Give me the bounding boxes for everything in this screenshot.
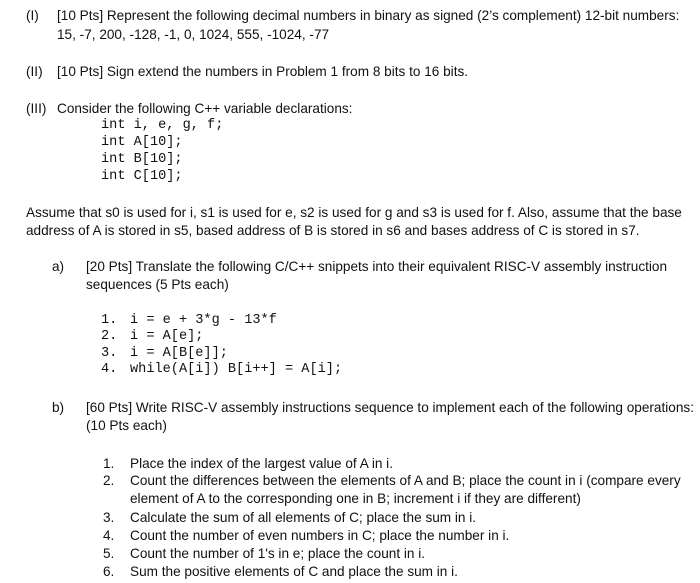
snippet-code: while(A[i]) B[i++] = A[i]; [130, 362, 343, 377]
snippet-number: 2. [101, 329, 118, 344]
declaration-line: int B[10]; [101, 152, 183, 167]
part-a-text: [20 Pts] Translate the following C/C++ snippets into their equivalent RISC-V assembly instruction [86, 259, 668, 274]
declaration-line: int C[10]; [101, 169, 183, 184]
part-b-text: [60 Pts] Write RISC-V assembly instructions sequence to implement each of the following operations: [86, 400, 694, 415]
task-text: Calculate the sum of all elements of C; place the sum in i. [130, 510, 477, 525]
declaration-line: int i, e, g, f; [101, 118, 224, 133]
problem-2-label: (II) [26, 64, 43, 79]
task-number: 4. [103, 528, 115, 543]
part-a-text: sequences (5 Pts each) [86, 277, 229, 292]
task-number: 1. [103, 456, 115, 471]
task-number: 5. [103, 546, 115, 561]
snippet-number: 4. [101, 362, 118, 377]
problem-3-text: Consider the following C++ variable declarations: [57, 101, 353, 116]
snippet-number: 1. [101, 313, 118, 328]
task-number: 6. [103, 564, 115, 579]
part-b-label: b) [52, 400, 65, 415]
assumption-text: Assume that s0 is used for i, s1 is used for e, s2 is used for g and s3 is used for f. Also, assume that the base [26, 205, 682, 220]
snippet-number: 3. [101, 346, 118, 361]
snippet-code: i = A[B[e]]; [130, 346, 228, 361]
declaration-line: int A[10]; [101, 135, 183, 150]
problem-1-text: [10 Pts] Represent the following decimal numbers in binary as signed (2’s complement) 12-bit numbers: [57, 8, 680, 23]
problem-3-label: (III) [26, 101, 47, 116]
snippet-code: i = A[e]; [130, 329, 204, 344]
task-text: Count the differences between the elements of A and B; place the count in i (compare every [130, 473, 681, 488]
part-a-label: a) [52, 259, 65, 274]
task-text: Count the number of 1's in e; place the count in i. [130, 546, 426, 561]
problem-2-text: [10 Pts] Sign extend the numbers in Problem 1 from 8 bits to 16 bits. [57, 64, 469, 79]
task-text: Count the number of even numbers in C; place the number in i. [130, 528, 510, 543]
task-text: Place the index of the largest value of A in i. [130, 456, 393, 471]
task-text-continued: element of A to the corresponding one in B; increment i if they are different) [130, 491, 581, 506]
problem-1-label: (I) [26, 8, 39, 23]
task-text: Sum the positive elements of C and place the sum in i. [130, 564, 458, 579]
part-b-text: (10 Pts each) [86, 418, 167, 433]
snippet-code: i = e + 3*g - 13*f [130, 313, 277, 328]
task-number: 3. [103, 510, 115, 525]
assumption-text: address of A is stored in s5, based address of B is stored in s6 and bases address of C is stored in s7. [26, 223, 640, 238]
task-number: 2. [103, 473, 115, 488]
problem-1-numbers: 15, -7, 200, -128, -1, 0, 1024, 555, -1024, -77 [57, 27, 330, 42]
